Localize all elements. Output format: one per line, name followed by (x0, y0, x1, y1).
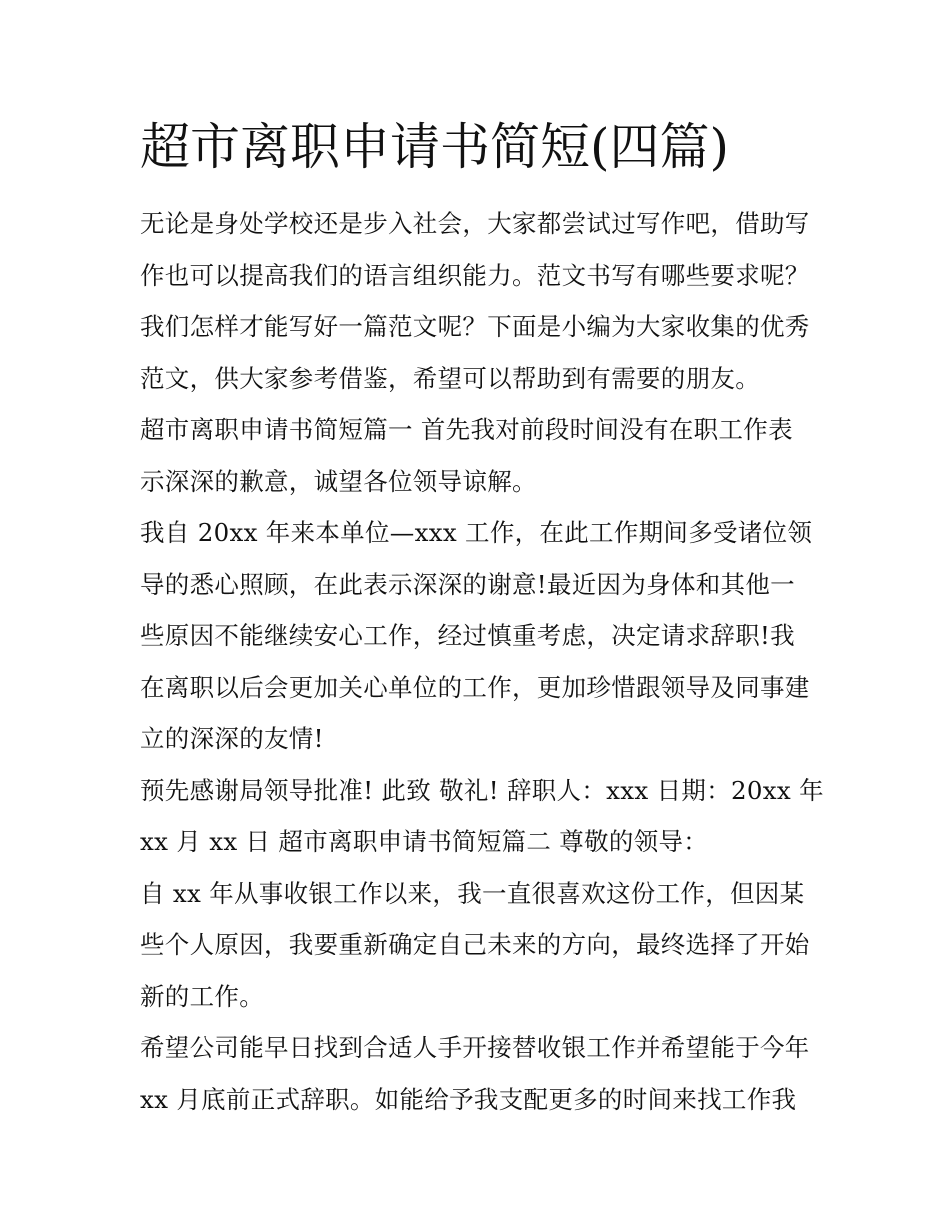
text-line: xx 月 xx 日 超市离职申请书简短篇二 尊敬的领导： (140, 827, 709, 856)
text-line: 些原因不能继续安心工作，经过慎重考虑，决定请求辞职!我 (140, 621, 795, 650)
document-body (140, 198, 824, 1125)
text-line: 示深深的歉意，诚望各位领导谅解。 (140, 466, 537, 496)
text-line: 范文，供大家参考借鉴，希望可以帮助到有需要的朋友。 (140, 363, 760, 393)
text-line: 新的工作。 (140, 981, 264, 1011)
text-line: 预先感谢局领导批准! 此致 敬礼! 辞职人：xxx 日期：20xx 年 (140, 775, 824, 805)
text-line: xx 月底前正式辞职。如能给予我支配更多的时间来找工作我 (140, 1084, 797, 1114)
paragraph-section-two-request (140, 1022, 820, 1125)
text-line: 无论是身处学校还是步入社会，大家都尝试过写作吧，借助写 (140, 209, 810, 238)
text-line: 作也可以提高我们的语言组织能力。范文书写有哪些要求呢？ (140, 260, 810, 290)
text-line: 在离职以后会更加关心单位的工作，更加珍惜跟领导及同事建 (140, 672, 810, 702)
document-title: 超市离职申请书简短(四篇) (140, 118, 730, 176)
text-line: 些个人原因，我要重新确定自己未来的方向，最终选择了开始 (140, 930, 810, 959)
text-line: 超市离职申请书简短篇一 首先我对前段时间没有在职工作表 (140, 415, 793, 444)
text-line: 立的深深的友情! (140, 724, 324, 753)
paragraph-closing-and-section-two (140, 765, 824, 868)
paragraph-section-one-heading (140, 404, 820, 507)
text-line: 我们怎样才能写好一篇范文呢？下面是小编为大家收集的优秀 (140, 312, 810, 341)
text-line: 导的悉心照顾，在此表示深深的谢意!最近因为身体和其他一 (140, 569, 795, 599)
text-line: 希望公司能早日找到合适人手开接替收银工作并希望能于今年 (140, 1033, 810, 1062)
paragraph-section-one-body (140, 507, 820, 765)
text-line: 我自 20xx 年来本单位—xxx 工作，在此工作期间多受诸位领 (140, 518, 813, 547)
paragraph-intro (140, 198, 820, 404)
text-line: 自 xx 年从事收银工作以来，我一直很喜欢这份工作，但因某 (140, 878, 805, 908)
paragraph-section-two-body (140, 868, 820, 1023)
